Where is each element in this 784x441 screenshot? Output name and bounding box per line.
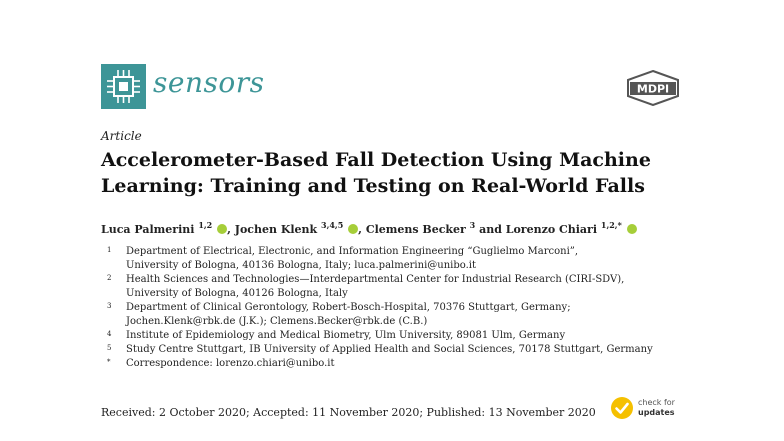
affiliation-line: University of Bologna, 40136 Bologna, Italy; luca.palmerini@unibo.it	[126, 260, 476, 271]
updates-line2: updates	[638, 408, 675, 417]
affiliation-number: 3	[107, 302, 112, 310]
author-separator: and	[475, 223, 506, 236]
publication-dates: Received: 2 October 2020; Accepted: 11 November 2020; Published: 13 November 2020	[101, 406, 596, 419]
check-for-updates-button[interactable]	[610, 396, 682, 422]
affiliation-line: Institute of Epidemiology and Medical Biometry, Ulm University, 89081 Ulm, Germany	[126, 330, 566, 341]
correspondence-line: Correspondence: lorenzo.chiari@unibo.it	[126, 358, 335, 369]
author-name[interactable]: Luca Palmerini	[101, 223, 195, 236]
affiliation-item	[101, 273, 653, 301]
correspondence-item	[101, 357, 653, 371]
author-affiliation-ref: 1,2,*	[600, 220, 622, 230]
affiliation-line: University of Bologna, 40126 Bologna, Italy	[126, 288, 348, 299]
article-type: Article	[101, 129, 142, 143]
affiliation-item	[101, 301, 653, 329]
author-name[interactable]: Clemens Becker	[365, 223, 466, 236]
affiliation-item	[101, 343, 653, 357]
affiliation-number: *	[107, 358, 111, 366]
affiliation-list	[101, 245, 653, 371]
title-line: Accelerometer-Based Fall Detection Using Machine	[101, 149, 651, 171]
journal-name: sensors	[153, 66, 265, 99]
affiliation-number: 4	[107, 330, 112, 338]
check-for-updates-label	[638, 398, 675, 418]
affiliation-line: Study Centre Stuttgart, IB University of Applied Health and Social Sciences, 70178 Stuttgart, Germany	[126, 344, 653, 355]
affiliation-line: Department of Clinical Gerontology, Robert-Bosch-Hospital, 70376 Stuttgart, Germany;	[126, 302, 571, 313]
affiliation-line: Health Sciences and Technologies—Interdepartmental Center for Industrial Research (CIRI-SDV),	[126, 274, 625, 285]
checkmark-icon	[610, 396, 634, 420]
mdpi-logo-text: MDPI	[636, 82, 670, 96]
orcid-icon[interactable]	[217, 224, 227, 234]
article-title	[101, 147, 701, 199]
affiliation-number: 1	[107, 246, 112, 254]
author-affiliation-ref: 3	[469, 220, 476, 230]
affiliation-line: Jochen.Klenk@rbk.de (J.K.); Clemens.Becker@rbk.de (C.B.)	[126, 316, 428, 327]
affiliation-line: Department of Electrical, Electronic, and Information Engineering “Guglielmo Marconi”,	[126, 246, 579, 257]
author-list	[101, 220, 637, 236]
author-separator: ,	[358, 223, 366, 236]
author-name[interactable]: Lorenzo Chiari	[505, 223, 598, 236]
chip-icon	[101, 64, 146, 109]
author-separator: ,	[227, 223, 235, 236]
journal-logo	[101, 64, 146, 109]
updates-line1: check for	[638, 398, 675, 407]
affiliation-item	[101, 329, 653, 343]
orcid-icon[interactable]	[627, 224, 637, 234]
mdpi-logo	[626, 70, 680, 106]
affiliation-number: 5	[107, 344, 112, 352]
author-affiliation-ref: 3,4,5	[321, 220, 344, 230]
affiliation-number: 2	[107, 274, 112, 282]
author-name[interactable]: Jochen Klenk	[234, 223, 318, 236]
title-line: Learning: Training and Testing on Real-World Falls	[101, 175, 645, 197]
orcid-icon[interactable]	[348, 224, 358, 234]
author-affiliation-ref: 1,2	[198, 220, 213, 230]
affiliation-item	[101, 245, 653, 273]
